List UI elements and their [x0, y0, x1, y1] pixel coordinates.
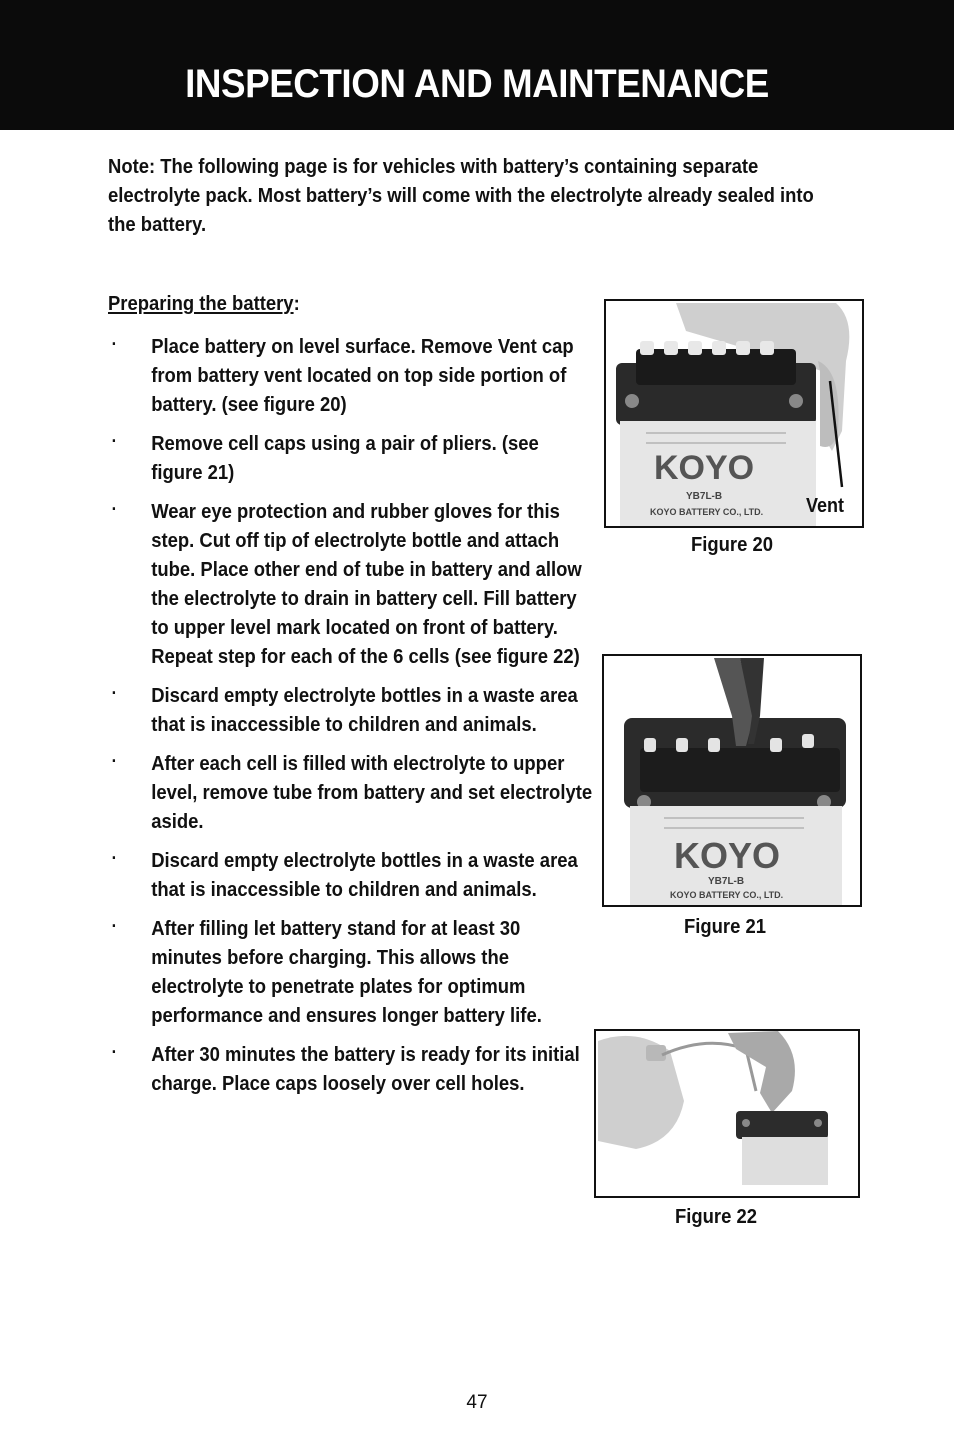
figure-20-photo: [604, 299, 864, 528]
battery-with-pliers-image: [604, 656, 860, 905]
section-colon: :: [293, 292, 300, 315]
section-heading: [108, 292, 300, 316]
bullet: ·: [111, 916, 117, 936]
list-item: [108, 332, 594, 419]
figure-21-photo: [602, 654, 862, 907]
battery-maker: KOYO BATTERY CO., LTD.: [650, 507, 764, 517]
figure-22-caption: Figure 22: [675, 1205, 758, 1228]
battery-with-hand-image: [606, 301, 862, 526]
step-text: Discard empty electrolyte bottles in a waste area that is inaccessible to children and animals.: [151, 684, 578, 736]
list-item: [108, 497, 594, 671]
step-text: After each cell is filled with electrolyte to upper level, remove tube from battery and set electrolyte aside.: [151, 752, 593, 833]
list-item: [108, 749, 594, 836]
steps-list: [108, 332, 594, 1108]
list-item: [108, 846, 594, 904]
page-title: INSPECTION AND MAINTENANCE: [185, 62, 769, 106]
figure-22-photo: [594, 1029, 860, 1198]
step-text: Wear eye protection and rubber gloves for this step. Cut off tip of electrolyte bottle and attach tube. Place other end of tube in battery and allow the electrolyte to drain in battery cell. Fill battery to upper level mark located on front of battery. Repeat step for each of the 6 cells (see figure 22): [151, 500, 582, 668]
figure-21-caption: Figure 21: [684, 915, 767, 938]
page-header: [0, 0, 954, 130]
step-text: After filling let battery stand for at least 30 minutes before charging. This allows the electrolyte to penetrate plates for optimum performance and ensures longer battery life.: [151, 917, 542, 1027]
section-title: Preparing the battery: [108, 292, 294, 315]
page-number: 47: [466, 1392, 488, 1413]
filling-electrolyte-image: [596, 1031, 858, 1196]
battery-model: YB7L-B: [686, 491, 723, 502]
figure-20-caption: Figure 20: [691, 533, 774, 556]
bullet: ·: [111, 683, 117, 703]
note-paragraph: Note: The following page is for vehicles with battery’s containing separate electrolyte pack. Most battery’s will come with the electrolyte already sealed into the battery.: [108, 155, 814, 236]
battery-brand: KOYO: [654, 449, 755, 487]
list-item: [108, 429, 594, 487]
bullet: ·: [111, 431, 117, 451]
step-text: Discard empty electrolyte bottles in a waste area that is inaccessible to children and animals.: [151, 849, 578, 901]
battery-model: YB7L-B: [708, 876, 745, 887]
battery-maker: KOYO BATTERY CO., LTD.: [670, 890, 784, 900]
list-item: [108, 914, 594, 1030]
step-text: Remove cell caps using a pair of pliers. (see figure 21): [151, 432, 539, 484]
bullet: ·: [111, 1042, 117, 1062]
bullet: ·: [111, 334, 117, 354]
step-text: Place battery on level surface. Remove Vent cap from battery vent located on top side portion of battery. (see figure 20): [151, 335, 574, 416]
bullet: ·: [111, 499, 117, 519]
vent-label: Vent: [806, 495, 845, 517]
bullet: ·: [111, 751, 117, 771]
list-item: [108, 681, 594, 739]
step-text: After 30 minutes the battery is ready for its initial charge. Place caps loosely over cell holes.: [151, 1043, 580, 1095]
bullet: ·: [111, 848, 117, 868]
list-item: [108, 1040, 594, 1098]
battery-brand: KOYO: [674, 835, 781, 876]
